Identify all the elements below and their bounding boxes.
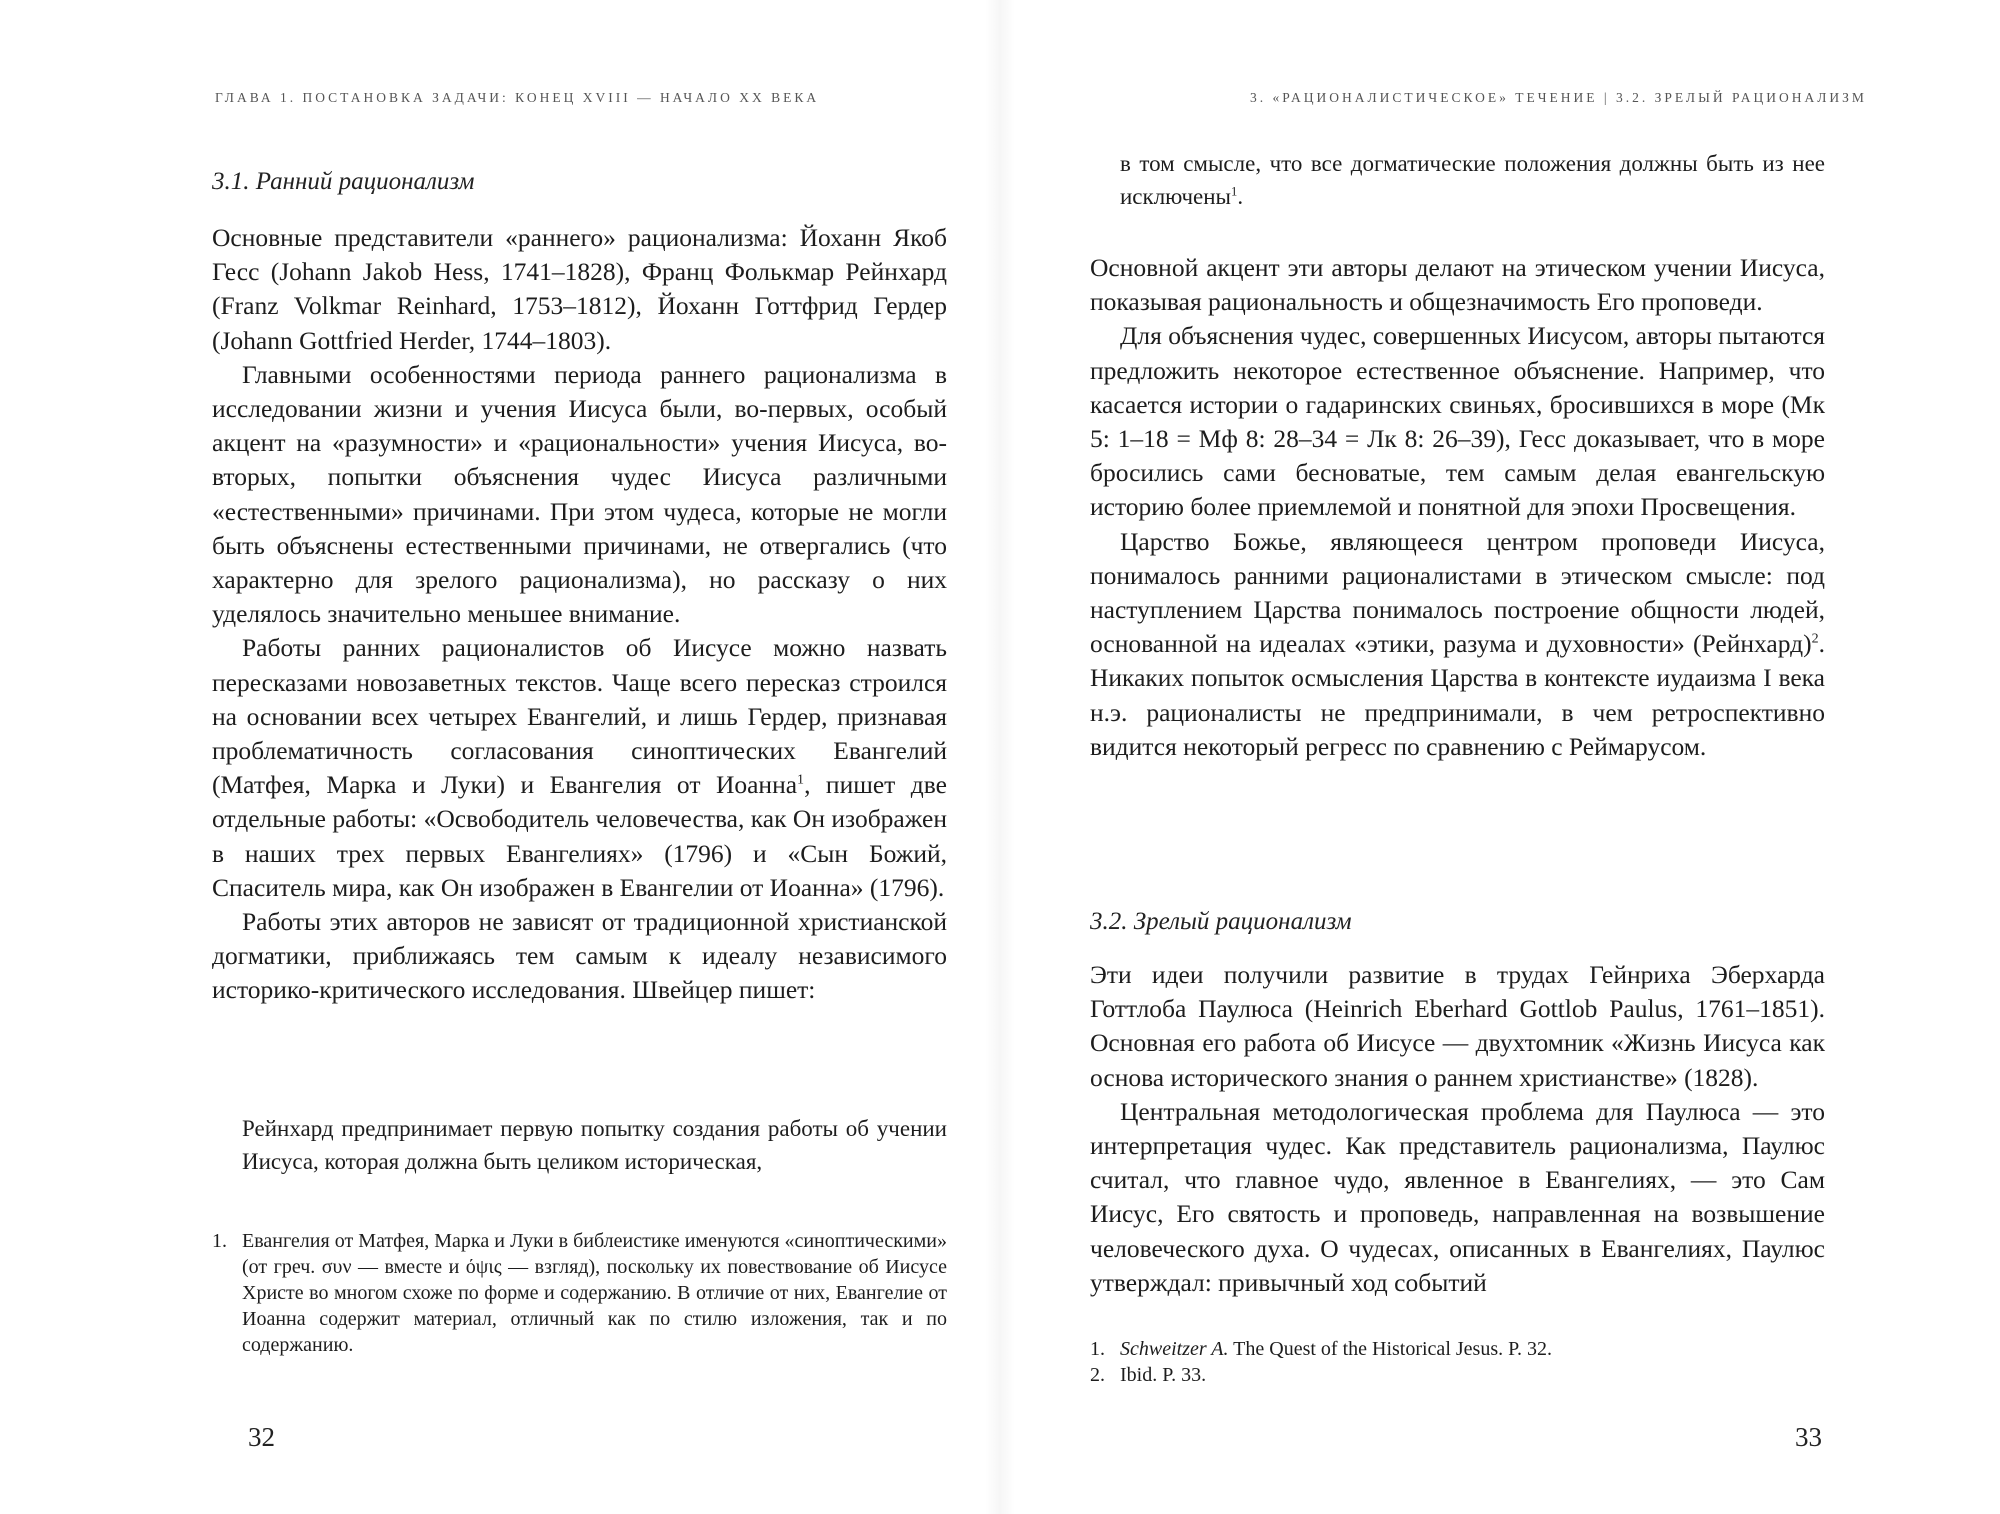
left-paragraph-1: Основные представители «раннего» рационализма: Йоханн Якоб Гесс (Johann Jakob Hess, 1741–1828), Франц Фолькмар Рейнхард (Franz Volkmar Reinhard, 1753–1812), Йоханн Готтфрид Гердер (Johann Gottfried Herder, 1744–1803).: [212, 223, 947, 355]
footnote-ref-1: 1: [797, 772, 805, 788]
right-body-text-bottom: [1090, 958, 1825, 1300]
left-footnotes: [212, 1228, 947, 1358]
footnote-number: 1.: [1090, 1338, 1105, 1360]
right-paragraph-2: Для объяснения чудес, совершенных Иисусом, авторы пытаются предложить некоторое естественное объяснение. Например, что касается истории о гадаринских свиньях, бросившихся в море (Мк 5: 1–18 = Мф 8: 28–34 = Лк 8: 26–39), Гесс доказывает, что в море бросились сами бесноватые, тем самым делая евангельскую историю более приемлемой и понятной для эпохи Просвещения.: [1090, 321, 1825, 522]
footnote-text: Ibid. P. 33.: [1120, 1364, 1207, 1386]
footnote-1: [212, 1228, 947, 1358]
page-number-right: 33: [1795, 1422, 1822, 1452]
footnote-number: 2.: [1090, 1364, 1105, 1386]
right-footnotes: [1090, 1336, 1825, 1388]
footnote-ref-2: 2: [1811, 631, 1819, 647]
left-running-head: ГЛАВА 1. ПОСТАНОВКА ЗАДАЧИ: КОНЕЦ XVIII — НАЧАЛО XX ВЕКА: [215, 90, 820, 105]
right-paragraph-4: Эти идеи получили развитие в трудах Гейнриха Эберхарда Готтлоба Паулюса (Heinrich Eberhard Gottlob Paulus, 1761–1851). Основная его работа об Иисусе — двухтомник «Жизнь Иисуса как основа исторического знания о раннем христианстве» (1828).: [1090, 960, 1825, 1092]
footnote-text: Евангелия от Матфея, Марка и Луки в библеистике именуются «синоптическими» (от греч. συν — вместе и όψις — взгляд), поскольку их повествование об Иисусе Христе во многом схоже по форме и содержанию. В отличие от них, Евангелие от Иоанна содержит материал, отличный как по стилю изложения, так и по содержанию.: [242, 1230, 947, 1356]
left-block-quote: [212, 1112, 947, 1178]
right-body-text-top: [1090, 251, 1825, 764]
right-page: [1000, 0, 2000, 1514]
schweitzer-quote: Рейнхард предпринимает первую попытку создания работы об учении Иисуса, которая должна быть целиком историческая,: [242, 1116, 947, 1174]
footnote-number: 1.: [212, 1230, 227, 1252]
left-body-text: [212, 221, 947, 1008]
right-paragraph-3: Царство Божье, являющееся центром проповеди Иисуса, понималось ранними рационалистами в этическом смысле: под наступлением Царства понималось построение общности людей, основанной на идеалах «этики, разума и духовности» (Рейнхард)$^2$. Никаких попыток осмысления Царства в контексте иудаизма I века н.э. рационалисты не предпринимали, в чем ретроспективно видится некоторый регресс по сравнению с Реймарусом.: [1090, 526, 1825, 761]
right-paragraph-5: Центральная методологическая проблема для Паулюса — это интерпретация чудес. Как представитель рационализма, Паулюс считал, что главное чудо, явленное в Евангелиях, — это Сам Иисус, Его святость и проповедь, направленная на возвышение человеческого духа. О чудесах, описанных в Евангелиях, Паулюс утверждал: привычный ход событий: [1090, 1096, 1825, 1297]
page-number-left: 32: [248, 1422, 275, 1452]
right-section-heading-block: [1090, 908, 1825, 936]
section-title-3-2: 3.2. Зрелый рационализм: [1090, 908, 1352, 935]
schweitzer-quote-continued: в том смысле, что все догматические положения должны быть из нее исключены$^1$.: [1120, 151, 1825, 209]
footnote-ref-1: 1: [1231, 184, 1238, 199]
footnote-text: The Quest of the Historical Jesus. P. 32.: [1228, 1338, 1553, 1360]
left-paragraph-3: Работы ранних рационалистов об Иисусе можно назвать пересказами новозаветных текстов. Чаще всего пересказ строился на основании всех четырех Евангелий, и лишь Гердер, признавая проблематичность согласования синоптических Евангелий (Матфея, Марка и Луки) и Евангелия от Иоанна$^1$, пишет две отдельные работы: «Освободитель человечества, как Он изображен в наших трех первых Евангелиях» (1796) и «Сын Божий, Спаситель мира, как Он изображен в Евангелии от Иоанна» (1796).: [212, 633, 947, 902]
footnote-2: [1090, 1362, 1825, 1388]
section-title-3-1: 3.1. Ранний рационализм: [212, 168, 475, 195]
footnote-author: Schweitzer A.: [1120, 1338, 1229, 1360]
right-running-head: 3. «РАЦИОНАЛИСТИЧЕСКОЕ» ТЕЧЕНИЕ | 3.2. ЗРЕЛЫЙ РАЦИОНАЛИЗМ: [1250, 90, 1867, 105]
left-paragraph-2: Главными особенностями периода раннего рационализма в исследовании жизни и учения Иисуса были, во-первых, особый акцент на «разумности» и «рациональности» учения Иисуса, во-вторых, попытки объяснения чудес Иисуса различными «естественными» причинами. При этом чудеса, которые не могли быть объяснены естественными причинами, не отвергались (что характерно для зрелого рационализма), но рассказу о них уделялось значительно меньшее внимание.: [212, 359, 947, 629]
left-paragraph-4: Работы этих авторов не зависят от традиционной христианской догматики, приближаясь тем самым к идеалу независимого историко-критического исследования. Швейцер пишет:: [212, 907, 947, 1005]
right-paragraph-1: Основной акцент эти авторы делают на этическом учении Иисуса, показывая рациональность и общезначимость Его проповеди.: [1090, 253, 1825, 317]
footnote-1: [1090, 1336, 1825, 1362]
right-quote-continuation: [1090, 147, 1825, 213]
left-section-heading-block: [212, 168, 947, 196]
